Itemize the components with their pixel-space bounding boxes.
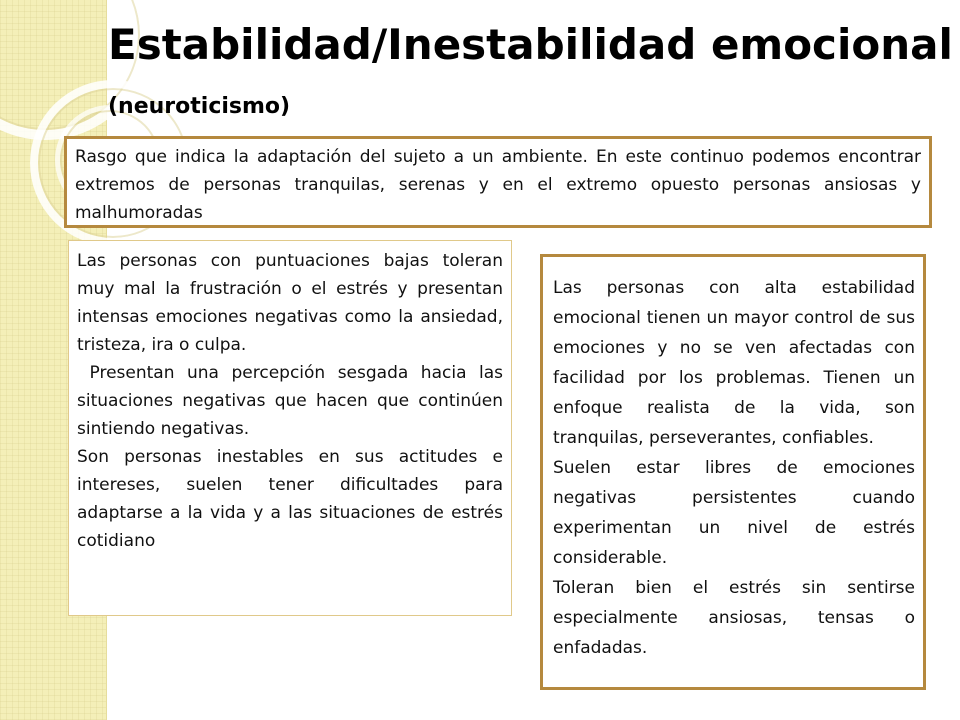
title-subtitle: (neuroticismo) xyxy=(108,94,291,119)
high-stability-box xyxy=(540,254,926,690)
low-scores-paragraph: Son personas inestables en sus actitudes e intereses, suelen tener dificultades para adaptarse a la vida y a las situaciones de estrés cotidiano xyxy=(77,447,503,551)
high-stability-paragraph: Suelen estar libres de emociones negativas persistentes cuando experimentan un nivel de estrés considerable. xyxy=(553,458,915,568)
low-scores-paragraph: Presentan una percepción sesgada hacia las situaciones negativas que hacen que continúen sintiendo negativas. xyxy=(77,363,509,439)
definition-text: Rasgo que indica la adaptación del sujeto a un ambiente. En este continuo podemos encontrar extremos de personas tranquilas, serenas y en el extremo opuesto personas ansiosas y malhumoradas xyxy=(75,147,921,223)
high-stability-paragraph: Las personas con alta estabilidad emocional tienen un mayor control de sus emociones y no se ven afectadas con facilidad por los problemas. Tienen un enfoque realista de la vida, son tranquilas, perseverantes, confiables. xyxy=(553,278,915,448)
low-scores-box xyxy=(68,240,512,616)
high-stability-paragraph: Toleran bien el estrés sin sentirse especialmente ansiosas, tensas o enfadadas. xyxy=(553,578,915,658)
definition-box xyxy=(64,136,932,228)
low-scores-paragraph: Las personas con puntuaciones bajas toleran muy mal la frustración o el estrés y presentan intensas emociones negativas como la ansiedad, tristeza, ira o culpa. xyxy=(77,251,503,355)
title-main: Estabilidad/Inestabilidad emocional xyxy=(108,20,953,69)
slide-title xyxy=(108,18,960,134)
